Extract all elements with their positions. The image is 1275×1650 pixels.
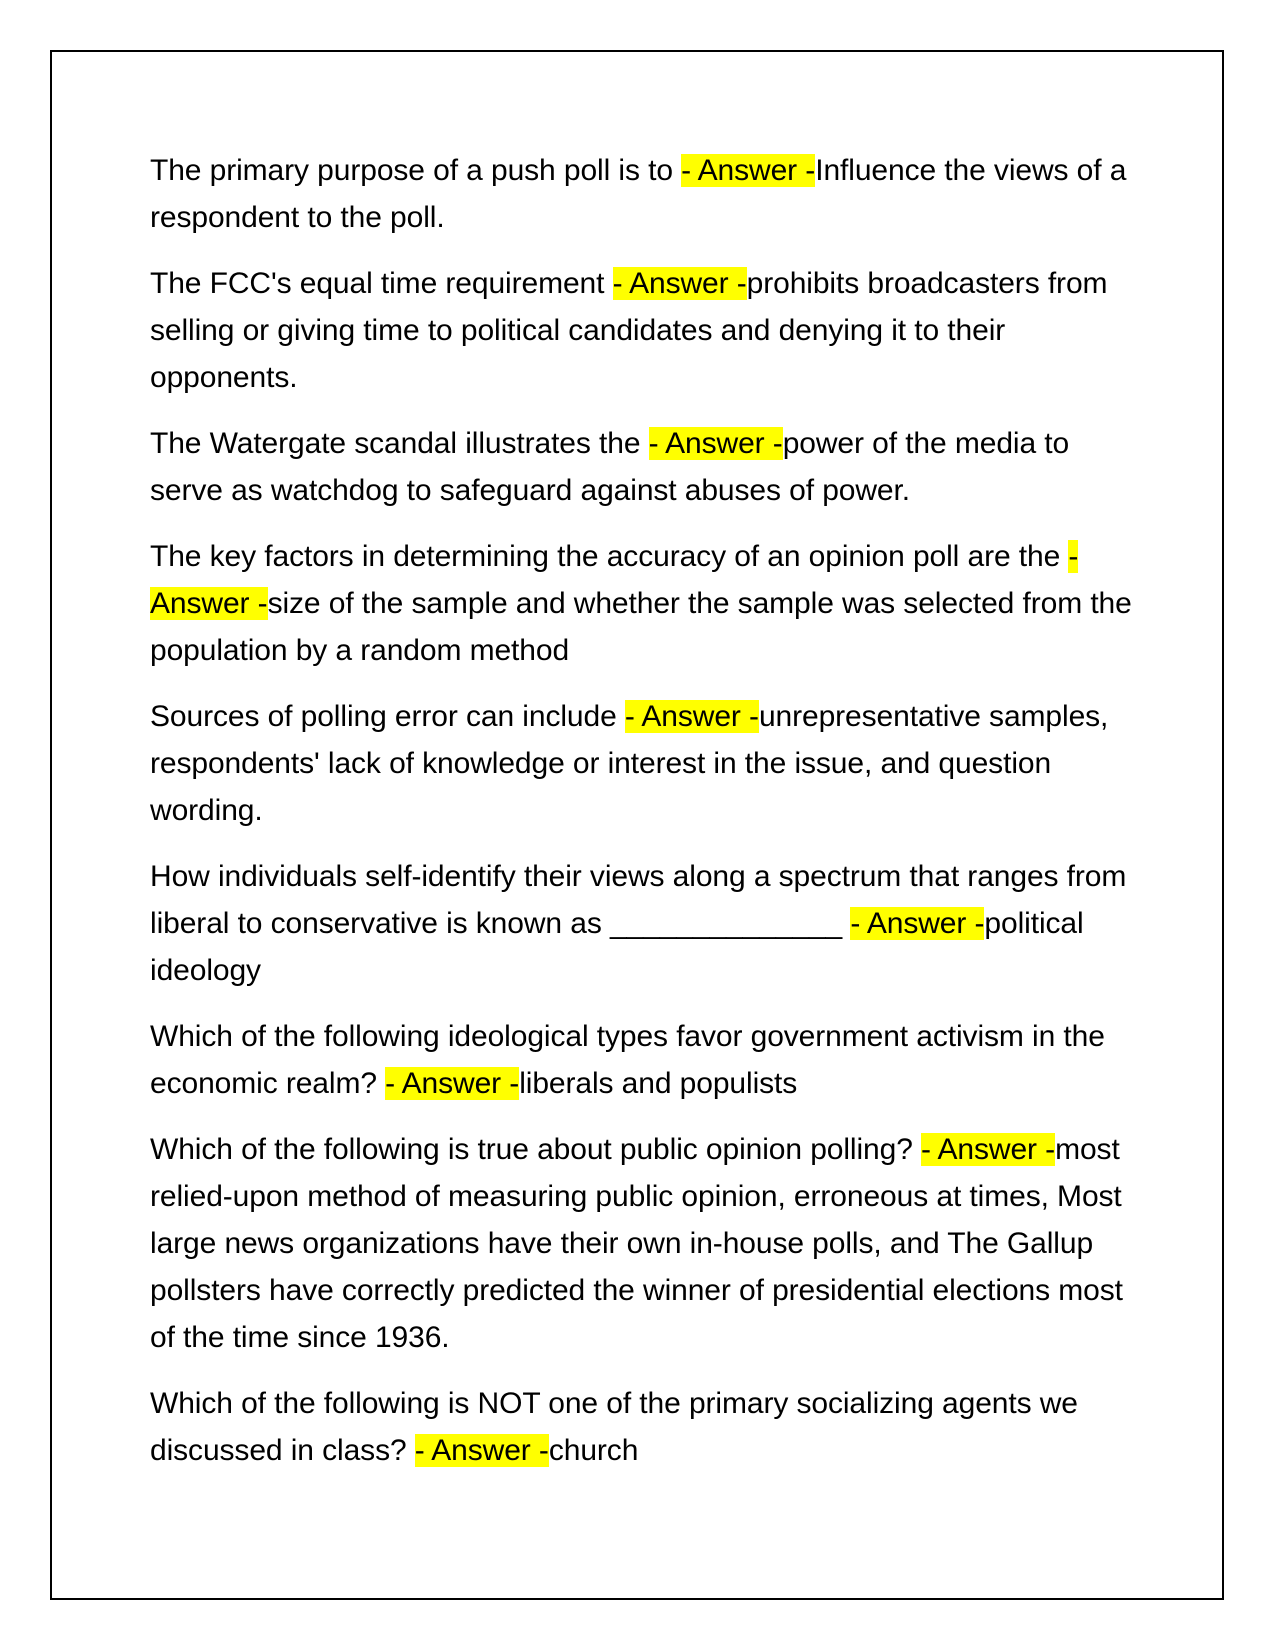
qa-item-7 [150, 1013, 1135, 1107]
question-text: The FCC's equal time requirement [150, 267, 613, 300]
answer-text: political ideology [150, 907, 1084, 987]
answer-marker: - Answer - [612, 267, 747, 300]
answer-marker: - Answer - [850, 907, 985, 940]
answer-marker: - Answer - [414, 1434, 549, 1467]
question-text: How individuals self-identify their views along a spectrum that ranges from liberal to conservative is known as ______________ [150, 860, 1127, 940]
question-text: Which of the following ideological types favor government activism in the economic realm? [150, 1020, 1105, 1100]
answer-marker: - Answer - [681, 154, 816, 187]
answer-marker: - Answer - [150, 540, 1079, 620]
question-text: Which of the following is NOT one of the primary socializing agents we discussed in class? [150, 1387, 1078, 1467]
answer-text: most relied-upon method of measuring public opinion, erroneous at times, Most large news organizations have their own in-house polls, and The Gallup pollsters have correctly predicted the winner of presidential elections most of the time since 1936. [150, 1133, 1123, 1354]
question-text: The primary purpose of a push poll is to [150, 154, 682, 187]
answer-text: church [548, 1434, 639, 1467]
answer-text: size of the sample and whether the sample was selected from the population by a random method [150, 587, 1132, 667]
answer-text: power of the media to serve as watchdog to safeguard against abuses of power. [150, 427, 1070, 507]
qa-item-3 [150, 420, 1135, 514]
answer-text: prohibits broadcasters from selling or giving time to political candidates and denying it to their opponents. [150, 267, 1108, 394]
answer-marker: - Answer - [648, 427, 783, 460]
qa-item-9 [150, 1380, 1135, 1474]
qa-item-8 [150, 1126, 1135, 1361]
qa-item-4 [150, 533, 1135, 674]
document-body [150, 147, 1135, 1493]
answer-marker: - Answer - [624, 700, 759, 733]
question-text: Which of the following is true about public opinion polling? [150, 1133, 922, 1166]
qa-item-1 [150, 147, 1135, 241]
qa-item-5 [150, 693, 1135, 834]
answer-marker: - Answer - [385, 1067, 520, 1100]
answer-text: Influence the views of a respondent to the poll. [150, 154, 1127, 234]
question-text: The key factors in determining the accuracy of an opinion poll are the [150, 540, 1069, 573]
question-text: Sources of polling error can include [150, 700, 625, 733]
qa-item-6 [150, 853, 1135, 994]
answer-marker: - Answer - [921, 1133, 1056, 1166]
question-text: The Watergate scandal illustrates the [150, 427, 649, 460]
answer-text: liberals and populists [519, 1067, 798, 1100]
answer-text: unrepresentative samples, respondents' lack of knowledge or interest in the issue, and question wording. [150, 700, 1109, 827]
qa-item-2 [150, 260, 1135, 401]
